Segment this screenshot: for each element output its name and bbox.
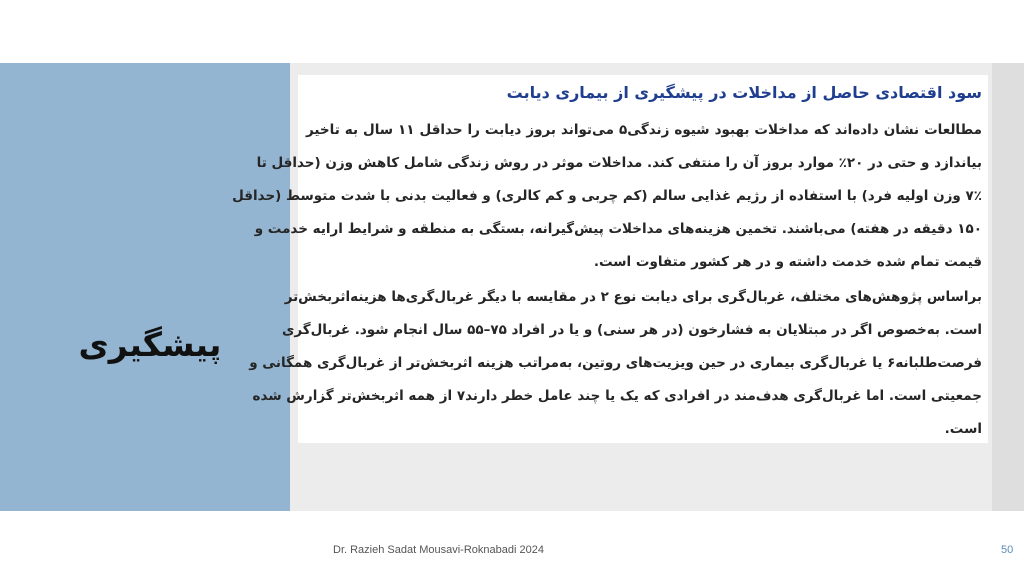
paragraph-1-line: بیاندازد و حتی در ۲۰٪ موارد بروز آن را منتفی کند. مداخلات موثر در روش زندگی شامل کاهش وزن (حداقل تا	[256, 155, 982, 171]
paragraph-2-line: براساس پژوهش‌های مختلف، غربال‌گری برای دیابت نوع ۲ در مقایسه با دیگر غربال‌گری‌ها هزینه‌اثربخش‌تر	[284, 289, 982, 305]
paragraph-1-line: قیمت تمام شده خدمت داشته و در هر کشور متفاوت است.	[593, 254, 982, 270]
paragraph-1-line: ۱۵۰ دقیقه در هفته) می‌باشند. تخمین هزینه‌های مداخلات پیش‌گیرانه، بستگی به منطقه و شرایط ارایه خدمت و	[254, 221, 982, 237]
paragraph-1-line: مطالعات نشان داده‌اند که مداخلات بهبود شیوه زندگی۵ می‌تواند بروز دیابت را حداقل ۱۱ سال به تاخیر	[306, 122, 982, 138]
paragraph-1-line: ۷٪ وزن اولیه فرد) با استفاده از رژیم غذایی سالم (کم چربی و کم کالری) و فعالیت بدنی با شدت متوسط (حداقل	[232, 188, 982, 204]
document-image	[232, 63, 992, 511]
slide-title: پیشگیری	[78, 325, 222, 364]
page-number: 50	[1001, 544, 1014, 556]
paragraph-2-line: فرصت‌طلبانه۶ یا غربال‌گری بیماری در حین ویزیت‌های روتین، به‌مراتب هزینه اثربخش‌تر از غربال‌گری همگانی و	[249, 355, 982, 371]
paragraph-2-line: است.	[944, 421, 982, 437]
title-panel	[0, 63, 290, 511]
document-heading: سود اقتصادی حاصل از مداخلات در پیشگیری از بیماری دیابت	[506, 83, 982, 102]
right-edge-strip	[992, 63, 1024, 511]
paragraph-2-line: جمعیتی است. اما غربال‌گری هدف‌مند در افرادی که یک یا چند عامل خطر دارند۷ از همه اثربخش‌تر گزارش شده	[252, 388, 982, 404]
scanned-text-page	[232, 75, 988, 443]
footer-author: Dr. Razieh Sadat Mousavi-Roknabadi 2024	[333, 544, 544, 556]
paragraph-2-line: است. به‌خصوص اگر در مبتلایان به فشارخون (در هر سنی) و یا در افراد ۷۵–۵۵ سال انجام شود. غربال‌گری	[281, 322, 982, 338]
